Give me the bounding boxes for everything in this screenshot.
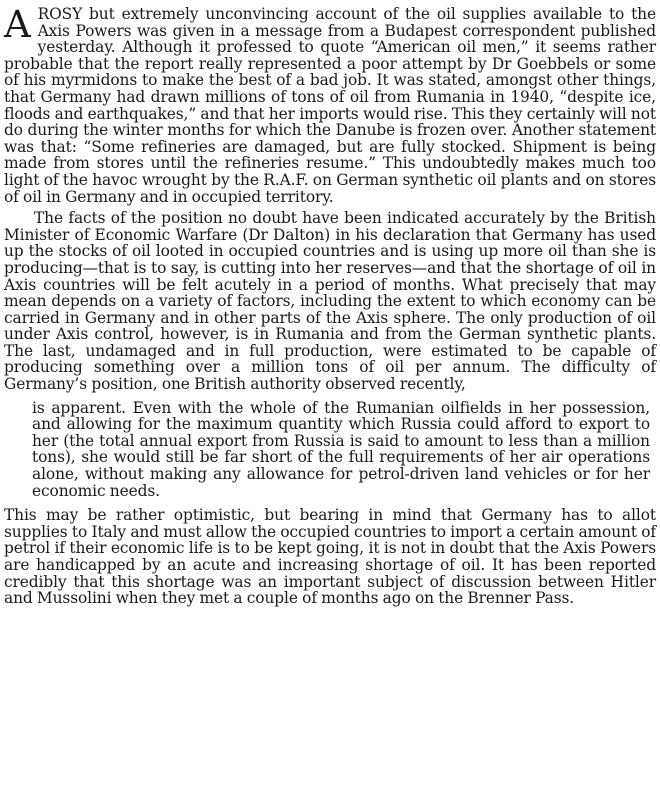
drop-cap: A [4, 3, 31, 46]
paragraph-1-text: ROSY but extremely unconvincing account of the oil supplies available to the Axis Powers was given in a message from a Budapest correspondent published yesterday. Although it professed to quote “American oil men,” it seems rather probable that the report really represented a poor attempt by Dr Goebbels or some of his myrmidons to make the best of a bad job. It was stated, amongst other things, that Germany had drawn millions of tons of oil from Rumania in 1940, “despite ice, floods and earthquakes,” and that her imports would rise. This they certainly will not do during the winter months for which the Danube is frozen over. Another statement was that: “Some refineries are damaged, but are fully stocked. Shipment is being made from stores until the refineries resume.” This undoubtedly makes much too light of the havoc wrought by the R.A.F. on German synthetic oil plants and on stores of oil in Germany and in occupied territory. [4, 5, 656, 206]
block-quotation: is apparent. Even with the whole of the Rumanian oilfields in her possession, and allowing for the maximum quantity which Russia could afford to export to her (the total annual export from Russia is said to amount to less than a million tons), she would still be far short of the full requirements of her air operations alone, without making any allowance for petrol-driven land vehicles or for her economic needs. [32, 398, 650, 500]
article-paragraph-1 [4, 3, 656, 206]
news-article [4, 3, 656, 608]
article-paragraph-2: The facts of the position no doubt have been indicated accurately by the British Minister of Economic Warfare (Dr Dalton) in his declaration that Germany has used up the stocks of oil looted in occupied countries and is using up more oil than she is producing—that is to say, is cutting into her reserves—and that the shortage of oil in Axis countries will be felt acutely in a period of months. What precisely that may mean depends on a variety of factors, including the extent to which economy can be carried in Germany and in other parts of the Axis sphere. The only production of oil under Axis control, however, is in Rumania and from the German synthetic plants. The last, undamaged and in full production, were estimated to be capable of producing something over a million tons of oil per annum. The difficulty of Germany’s position, one British authority observed recently, [4, 209, 656, 394]
article-paragraph-4: This may be rather optimistic, but bearing in mind that Germany has to allot supplies to Italy and must allow the occupied countries to import a certain amount of petrol if their economic life is to be kept going, it is not in doubt that the Axis Powers are handicapped by an acute and increasing shortage of oil. It has been reported credibly that this shortage was an important subject of discussion between Hitler and Mussolini when they met a couple of months ago on the Brenner Pass. [4, 506, 656, 608]
